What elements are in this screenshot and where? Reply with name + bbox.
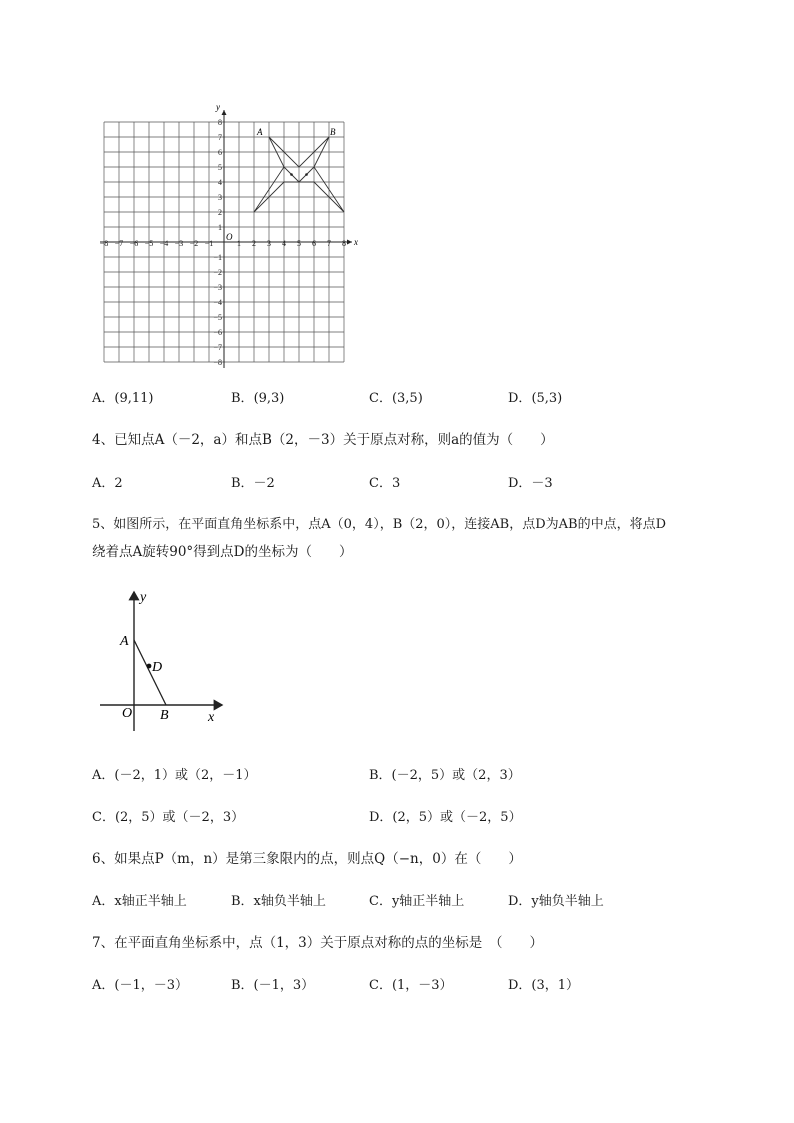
q4-option-c[interactable]: C．3	[369, 476, 401, 491]
q7-option-d[interactable]: D．(3，1）	[508, 978, 580, 993]
y-tick-label: 5	[218, 163, 222, 172]
point-label-b: B	[330, 127, 336, 137]
q6-option-a[interactable]: A．x轴正半轴上	[92, 894, 187, 909]
label-o: O	[122, 706, 133, 721]
y-tick-label: 6	[218, 148, 222, 157]
y-tick-label: 8	[218, 118, 222, 127]
figure-2-segment-ab	[96, 586, 236, 736]
label-d: D	[152, 660, 163, 675]
y-tick-label: −3	[213, 283, 222, 292]
q6-option-d[interactable]: D．y轴负半轴上	[508, 894, 604, 909]
x-tick-label: −6	[129, 239, 139, 248]
q7-option-b[interactable]: B．(－1，3）	[231, 978, 315, 993]
y-tick-label: −4	[213, 298, 222, 307]
q6-question: 6、如果点P（m，n）是第三象限内的点，则点Q（−n，0）在（ ）	[92, 851, 522, 867]
x-tick-label: 1	[237, 239, 241, 248]
x-tick-label: 5	[297, 239, 301, 248]
q4-option-b[interactable]: B．－2	[231, 476, 275, 491]
y-tick-label: 3	[218, 193, 222, 202]
q6-option-b[interactable]: B．x轴负半轴上	[231, 894, 326, 909]
q5-option-b[interactable]: B．(－2，5）或（2，3）	[369, 768, 521, 783]
y-tick-label: 2	[218, 208, 222, 217]
q3-option-c[interactable]: C．(3,5)	[369, 391, 423, 406]
y-tick-label: −6	[213, 328, 222, 337]
y-tick-label: −7	[213, 343, 222, 352]
y-tick-label: 1	[218, 223, 222, 232]
x-tick-label: 7	[327, 239, 331, 248]
q3-option-a[interactable]: A．(9,11)	[92, 391, 154, 406]
q5-option-c[interactable]: C．(2，5）或（－2，3）	[92, 810, 245, 825]
label-a: A	[120, 634, 129, 649]
y-tick-label: −2	[213, 268, 222, 277]
x-tick-label: −2	[189, 239, 199, 248]
figure-1-coordinate-grid	[90, 92, 380, 372]
y-tick-label: 7	[218, 133, 222, 142]
q7-question: 7、在平面直角坐标系中，点（1，3）关于原点对称的点的坐标是 （ ）	[92, 935, 544, 951]
y-tick-label: 4	[218, 178, 222, 187]
point-label-a: A	[257, 127, 263, 137]
q6-option-c[interactable]: C．y轴正半轴上	[369, 894, 465, 909]
x-tick-label: −1	[204, 239, 214, 248]
x-tick-label: 6	[312, 239, 316, 248]
y-axis-arrow	[222, 110, 227, 115]
origin-label: O	[226, 232, 233, 242]
label-b: B	[160, 708, 169, 723]
x-tick-label: 8	[342, 239, 346, 248]
q4-question: 4、已知点A（－2，a）和点B（2，－3）关于原点对称，则a的值为（ ）	[92, 432, 554, 448]
x-axis-arrow	[347, 240, 352, 245]
y-tick-label: −8	[213, 358, 222, 367]
q5-question-line2: 绕着点A旋转90°得到点D的坐标为（ ）	[92, 544, 353, 560]
label-y: y	[140, 590, 147, 605]
q5-question-line1: 5、如图所示，在平面直角坐标系中，点A（0，4），B（2，0），连接AB，点D为AB的中点，将点D	[92, 517, 667, 532]
q7-option-c[interactable]: C．(1，－3）	[369, 978, 453, 993]
x-tick-label: 2	[252, 239, 256, 248]
y-axis-label: y	[216, 102, 220, 112]
x-tick-label: 3	[267, 239, 271, 248]
q3-option-b[interactable]: B．(9,3)	[231, 391, 285, 406]
y-tick-label: −5	[213, 313, 222, 322]
q5-option-a[interactable]: A．(－2，1）或（2，－1）	[92, 768, 257, 783]
x-tick-label: −4	[159, 239, 169, 248]
center-dot	[290, 173, 293, 176]
x-tick-label: −7	[114, 239, 124, 248]
q4-option-a[interactable]: A．2	[92, 476, 123, 491]
label-x: x	[208, 710, 215, 725]
x-tick-label: 4	[282, 239, 286, 248]
x-tick-label: −3	[174, 239, 184, 248]
y-tick-label: −1	[213, 253, 222, 262]
x-axis-label: x	[354, 237, 358, 247]
x-tick-label: −8	[99, 239, 109, 248]
q5-option-d[interactable]: D．(2，5）或（－2，5）	[369, 810, 522, 825]
q3-option-d[interactable]: D．(5,3)	[508, 391, 563, 406]
center-dot	[305, 173, 308, 176]
q7-option-a[interactable]: A．(－1，－3）	[92, 978, 189, 993]
q4-option-d[interactable]: D．－3	[508, 476, 553, 491]
point-d	[147, 664, 152, 669]
x-tick-label: −5	[144, 239, 154, 248]
